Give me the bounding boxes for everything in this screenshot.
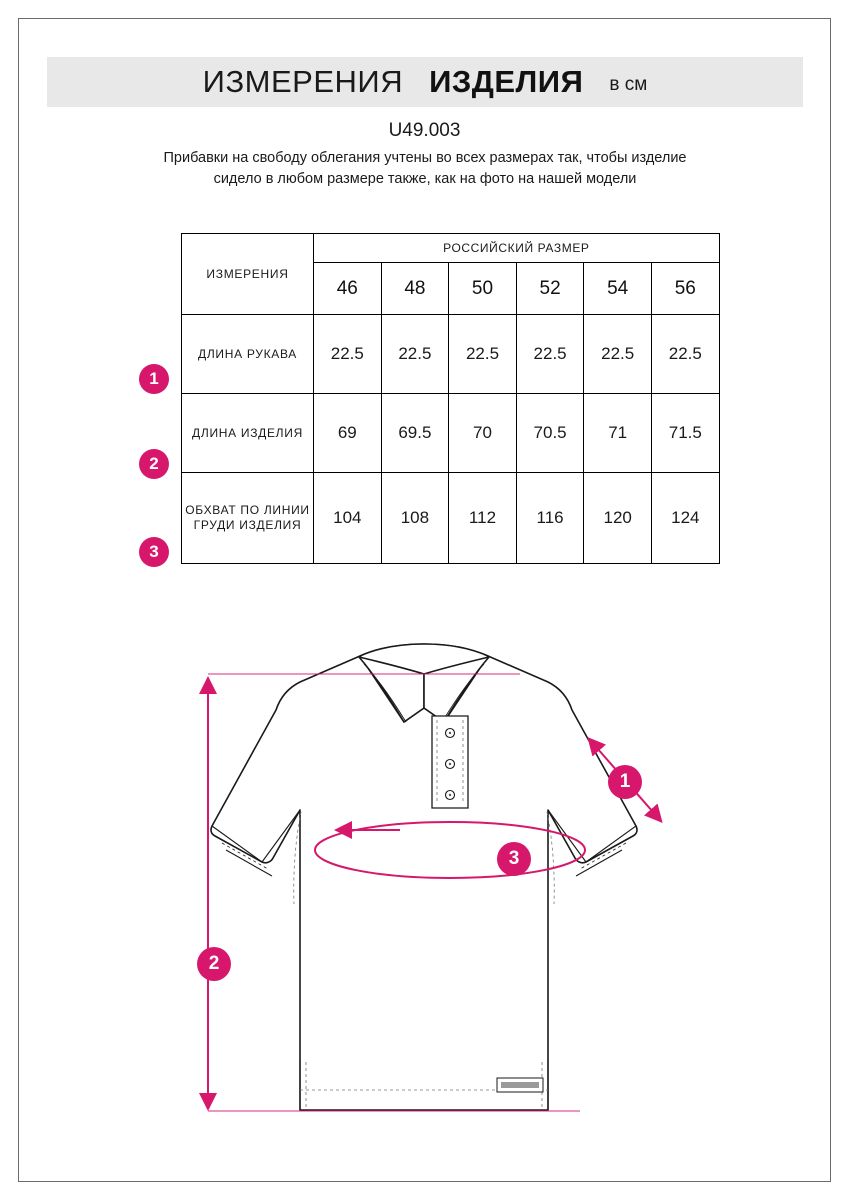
size-header-54: 54	[584, 263, 652, 315]
header-word-measurements: ИЗМЕРЕНИЯ	[202, 64, 404, 99]
size-header-52: 52	[516, 263, 584, 315]
cell-sleeve-46: 22.5	[314, 315, 382, 394]
size-header-46: 46	[314, 263, 382, 315]
cell-sleeve-56: 22.5	[651, 315, 719, 394]
size-header-56: 56	[651, 263, 719, 315]
size-table	[181, 233, 720, 564]
cell-length-46: 69	[314, 394, 382, 473]
cell-chest-52: 116	[516, 473, 584, 564]
fit-note: Прибавки на свободу облегания учтены во всех размерах так, чтобы изделие сидело в любом размере также, как на фото на нашей модели	[163, 150, 687, 187]
measurements-header: ИЗМЕРЕНИЯ	[182, 234, 314, 315]
illustration-marker-chest: 3	[497, 842, 531, 876]
size-header-50: 50	[449, 263, 517, 315]
cell-sleeve-54: 22.5	[584, 315, 652, 394]
cell-sleeve-50: 22.5	[449, 315, 517, 394]
cell-length-50: 70	[449, 394, 517, 473]
cell-length-48: 69.5	[381, 394, 449, 473]
cell-length-56: 71.5	[651, 394, 719, 473]
table-head-group-row	[182, 234, 720, 263]
cell-chest-56: 124	[651, 473, 719, 564]
size-header-48: 48	[381, 263, 449, 315]
garment-illustration	[0, 612, 849, 1152]
cell-sleeve-52: 22.5	[516, 315, 584, 394]
row-marker-3: 3	[139, 537, 169, 567]
row-label-product-length: ДЛИНА ИЗДЕЛИЯ	[182, 394, 314, 473]
row-marker-1: 1	[139, 364, 169, 394]
table-row	[182, 315, 720, 394]
russian-size-header: РОССИЙСКИЙ РАЗМЕР	[314, 234, 720, 263]
row-marker-2: 2	[139, 449, 169, 479]
illustration-marker-length: 2	[197, 947, 231, 981]
cell-length-52: 70.5	[516, 394, 584, 473]
cell-chest-54: 120	[584, 473, 652, 564]
table-row	[182, 394, 720, 473]
cell-chest-46: 104	[314, 473, 382, 564]
row-label-chest-girth: ОБХВАТ ПО ЛИНИИ ГРУДИ ИЗДЕЛИЯ	[182, 473, 314, 564]
cell-length-54: 71	[584, 394, 652, 473]
illustration-marker-sleeve: 1	[608, 765, 642, 799]
cell-sleeve-48: 22.5	[381, 315, 449, 394]
cell-chest-48: 108	[381, 473, 449, 564]
header	[47, 57, 803, 107]
header-word-units: в см	[609, 74, 648, 95]
header-word-product: ИЗДЕЛИЯ	[429, 64, 584, 99]
article-code: U49.003	[388, 120, 461, 141]
cell-chest-50: 112	[449, 473, 517, 564]
table-row	[182, 473, 720, 564]
row-label-sleeve-length: ДЛИНА РУКАВА	[182, 315, 314, 394]
